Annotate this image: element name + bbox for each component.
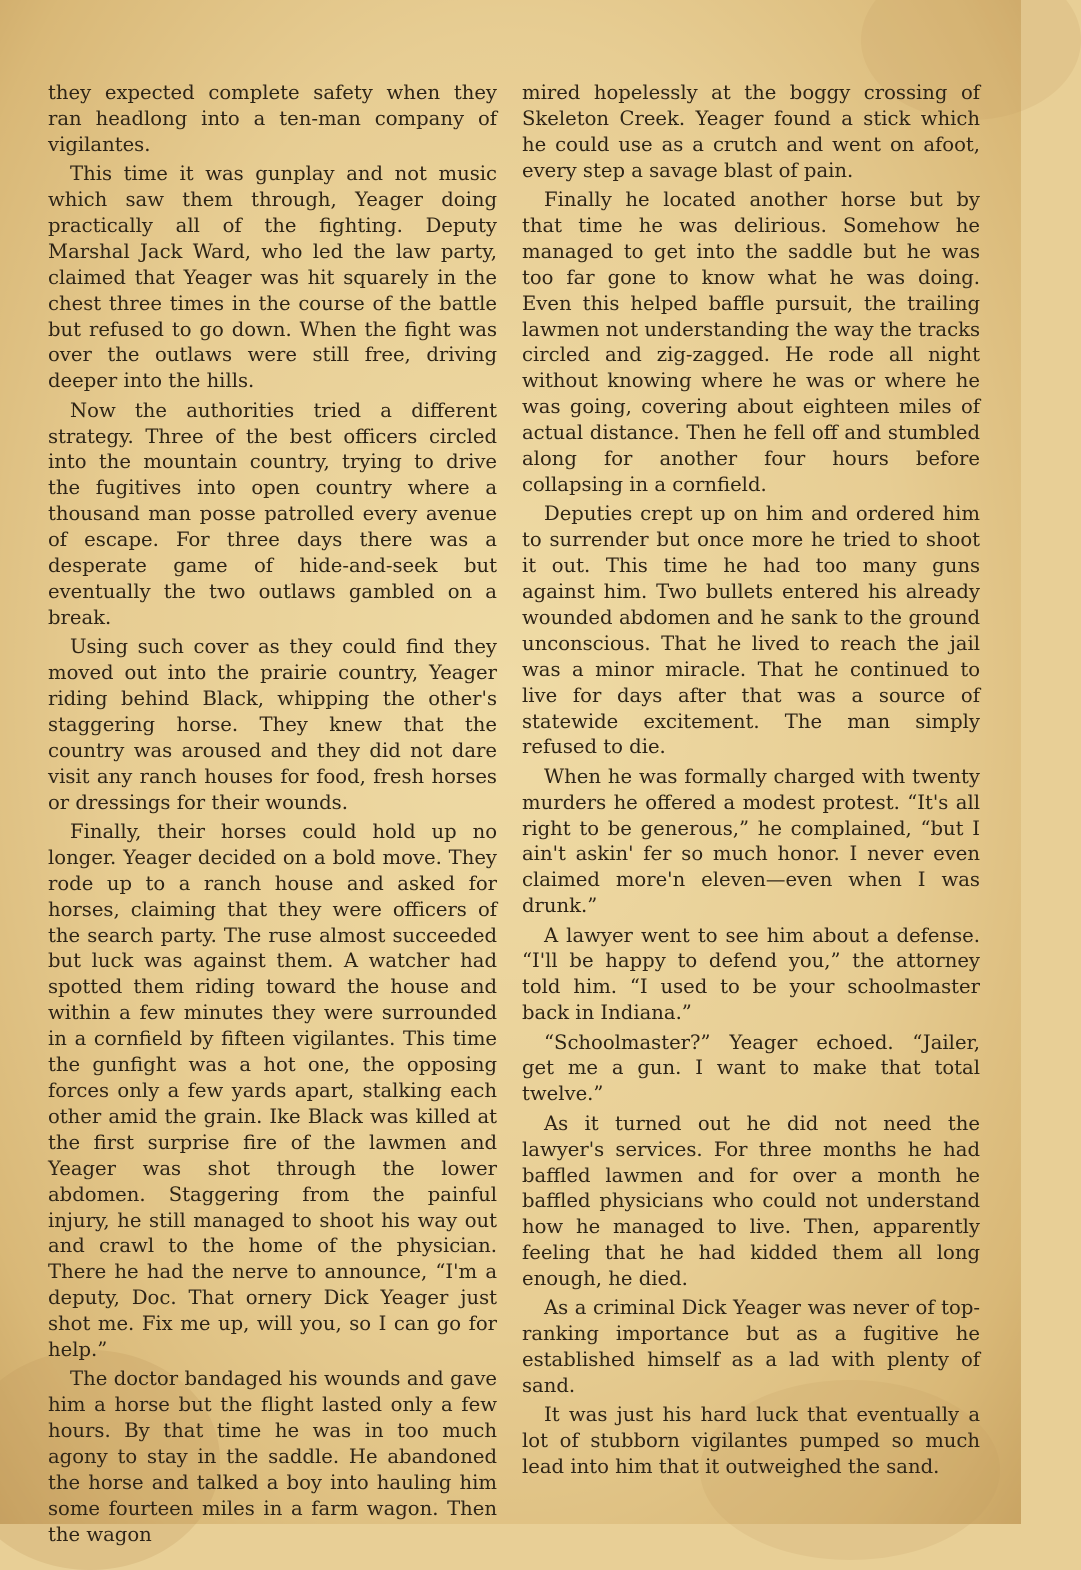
paragraph: The doctor bandaged his wounds and gave him a horse but the flight lasted only a few hours. By that time he was in too much agony to stay in the saddle. He abandoned the horse and talked a boy into hauling him some fourteen miles in a farm wagon. Then the wagon	[48, 1367, 497, 1546]
paragraph: This time it was gunplay and not music which saw them through, Yeager doing practically all of the fighting. Deputy Marshal Jack Ward, who led the law party, claimed that Yeager was hit squarely in the chest three times in the course of the battle but refused to go down. When the fight was over the outlaws were still free, driving deeper into the hills.	[48, 162, 497, 393]
paragraph: Finally he located another horse but by that time he was delirious. Somehow he managed to get into the saddle but he was too far gone to know what he was doing. Even this helped baffle pursuit, the trailing lawmen not understanding the way the tracks circled and zig-zagged. He rode all night without knowing where he was or where he was going, covering about eighteen miles of actual distance. Then he fell off and stumbled along for another four hours before collapsing in a cornfield.	[522, 188, 980, 496]
paragraph: “Schoolmaster?” Yeager echoed. “Jailer, get me a gun. I want to make that total twelve.”	[522, 1030, 980, 1106]
paragraph: When he was formally charged with twenty murders he offered a modest protest. “It's all right to be generous,” he complained, “but I ain't askin' fer so much honor. I never even claimed more'n eleven—even when I was drunk.”	[522, 764, 980, 918]
paragraph: they expected complete safety when they ran headlong into a ten-man company of vigilantes.	[48, 81, 497, 156]
paragraph: Finally, their horses could hold up no longer. Yeager decided on a bold move. They rode up to a ranch house and asked for horses, claiming that they were officers of the search party. The ruse almost succeeded but luck was against them. A watcher had spotted them riding toward the house and within a few minutes they were surrounded in a cornfield by fifteen vigilantes. This time the gunfight was a hot one, the opposing forces only a few yards apart, stalking each other amid the grain. Ike Black was killed at the first surprise fire of the lawmen and Yeager was shot through the lower abdomen. Staggering from the painful injury, he still managed to shoot his way out and crawl to the home of the physician. There he had the nerve to announce, “I'm a deputy, Doc. That ornery Dick Yeager just shot me. Fix me up, will you, so I can go for help.”	[48, 819, 497, 1362]
right-column	[522, 80, 980, 1484]
paragraph: Using such cover as they could find they moved out into the prairie country, Yeager riding behind Black, whipping the other's staggering horse. They knew that the country was aroused and they did not dare visit any ranch houses for food, fresh horses or dressings for their wounds.	[48, 635, 497, 814]
paragraph: As it turned out he did not need the lawyer's services. For three months he had baffled lawmen and for over a month he baffled physicians who could not understand how he managed to live. Then, apparently feeling that he had kidded them all long enough, he died.	[522, 1111, 980, 1291]
paragraph: As a criminal Dick Yeager was never of top-ranking importance but as a fugitive he established himself as a lad with plenty of sand.	[522, 1296, 980, 1398]
paragraph: It was just his hard luck that eventually a lot of stubborn vigilantes pumped so much lead into him that it outweighed the sand.	[522, 1403, 980, 1479]
paragraph: A lawyer went to see him about a defense. “I'll be happy to defend you,” the attorney told him. “I used to be your schoolmaster back in Indiana.”	[522, 923, 980, 1025]
left-column	[48, 80, 497, 1551]
paragraph: Now the authorities tried a different strategy. Three of the best officers circled into the mountain country, trying to drive the fugitives into open country where a thousand man posse patrolled every avenue of escape. For three days there was a desperate game of hide-and-seek but eventually the two outlaws gambled on a break.	[48, 398, 497, 629]
paragraph: mired hopelessly at the boggy crossing of Skeleton Creek. Yeager found a stick which he could use as a crutch and went on afoot, every step a savage blast of pain.	[522, 81, 980, 182]
paragraph: Deputies crept up on him and ordered him to surrender but once more he tried to shoot it out. This time he had too many guns against him. Two bullets entered his already wounded abdomen and he sank to the ground unconscious. That he lived to reach the jail was a minor miracle. That he continued to live for days after that was a source of statewide excitement. The man simply refused to die.	[522, 502, 980, 759]
